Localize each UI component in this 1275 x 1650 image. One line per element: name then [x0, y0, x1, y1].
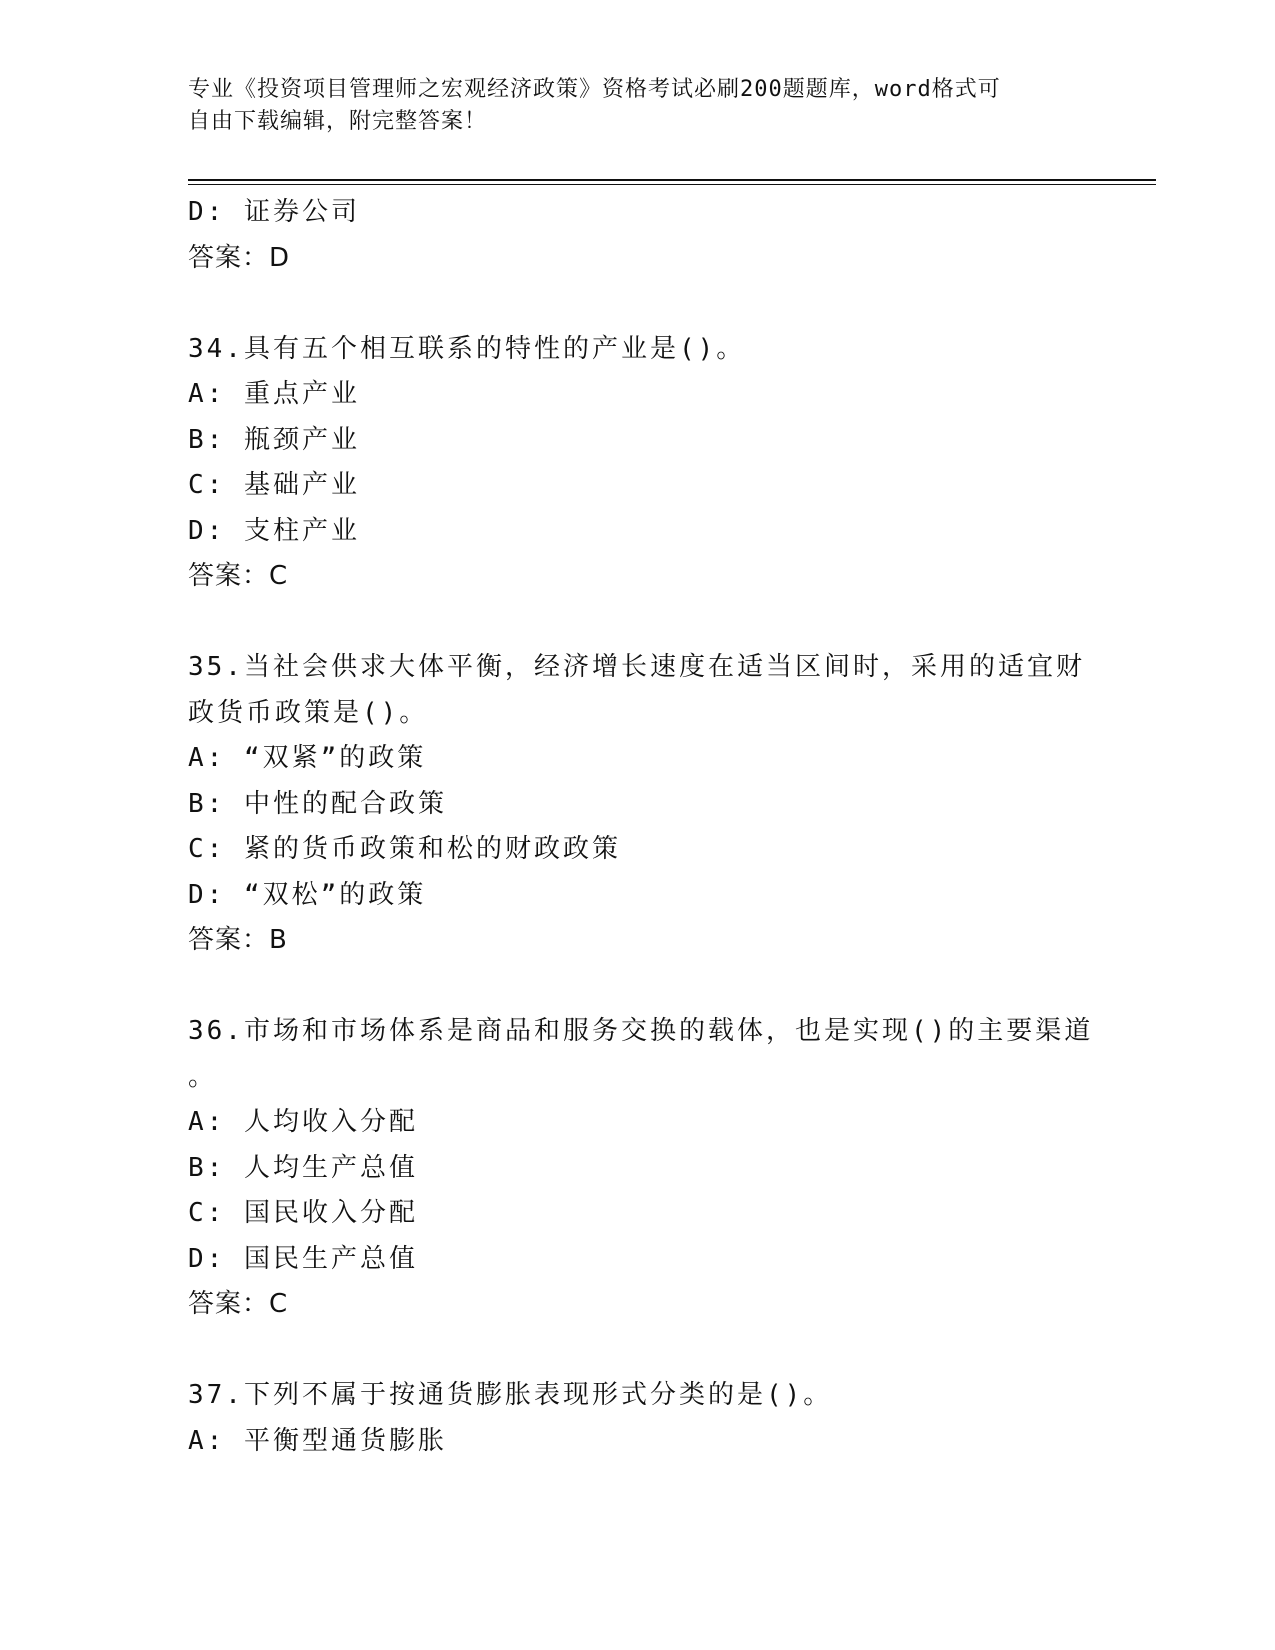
question-37-stem: 37.下列不属于按通货膨胀表现形式分类的是()。 — [188, 1380, 833, 1410]
question-34-stem: 34.具有五个相互联系的特性的产业是()。 — [188, 333, 746, 364]
document-header — [188, 74, 1068, 138]
question-36-option-d: D: 国民生产总值 — [188, 1243, 418, 1274]
prev-answer: 答案：D — [188, 242, 291, 273]
question-34-option-a: A: 重点产业 — [188, 379, 360, 409]
question-36-option-a: A: 人均收入分配 — [188, 1107, 418, 1137]
question-35-stem-line-1: 35.当社会供求大体平衡，经济增长速度在适当区间时，采用的适宜财 — [188, 652, 1085, 682]
question-35-answer: 答案：B — [188, 925, 288, 955]
header-rule-thick — [188, 179, 1156, 181]
question-list — [188, 190, 1094, 1464]
question-36-option-c: C: 国民收入分配 — [188, 1198, 418, 1228]
question-34-option-c: C: 基础产业 — [188, 470, 360, 500]
prev-option-d: D: 证券公司 — [188, 197, 360, 227]
spacer — [188, 964, 1088, 1010]
spacer — [188, 1328, 1088, 1374]
question-36-answer: 答案：C — [188, 1289, 289, 1319]
question-37-option-a: A: 平衡型通货膨胀 — [188, 1425, 447, 1456]
header-rule-thin — [188, 184, 1156, 185]
question-36-stem-line-2: 。 — [188, 1061, 218, 1092]
spacer — [188, 281, 1088, 327]
question-34-option-d: D: 支柱产业 — [188, 515, 360, 546]
spacer — [188, 600, 1088, 646]
question-35-option-a: A: “双紧”的政策 — [188, 743, 427, 773]
question-36-option-b: B: 人均生产总值 — [188, 1152, 418, 1183]
question-35-option-c: C: 紧的货币政策和松的财政政策 — [188, 834, 621, 864]
question-35-option-d: D: “双松”的政策 — [188, 879, 427, 910]
question-34-answer: 答案：C — [188, 561, 289, 591]
question-36-stem-line-1: 36.市场和市场体系是商品和服务交换的载体，也是实现()的主要渠道 — [188, 1016, 1094, 1046]
header-line-2: 自由下载编辑，附完整答案！ — [188, 109, 488, 134]
header-line-1: 专业《投资项目管理师之宏观经济政策》资格考试必刷200题题库，word格式可 — [188, 77, 1001, 102]
question-35-stem-line-2: 政货币政策是()。 — [188, 697, 429, 728]
question-35-option-b: B: 中性的配合政策 — [188, 788, 447, 819]
question-34-option-b: B: 瓶颈产业 — [188, 424, 360, 455]
